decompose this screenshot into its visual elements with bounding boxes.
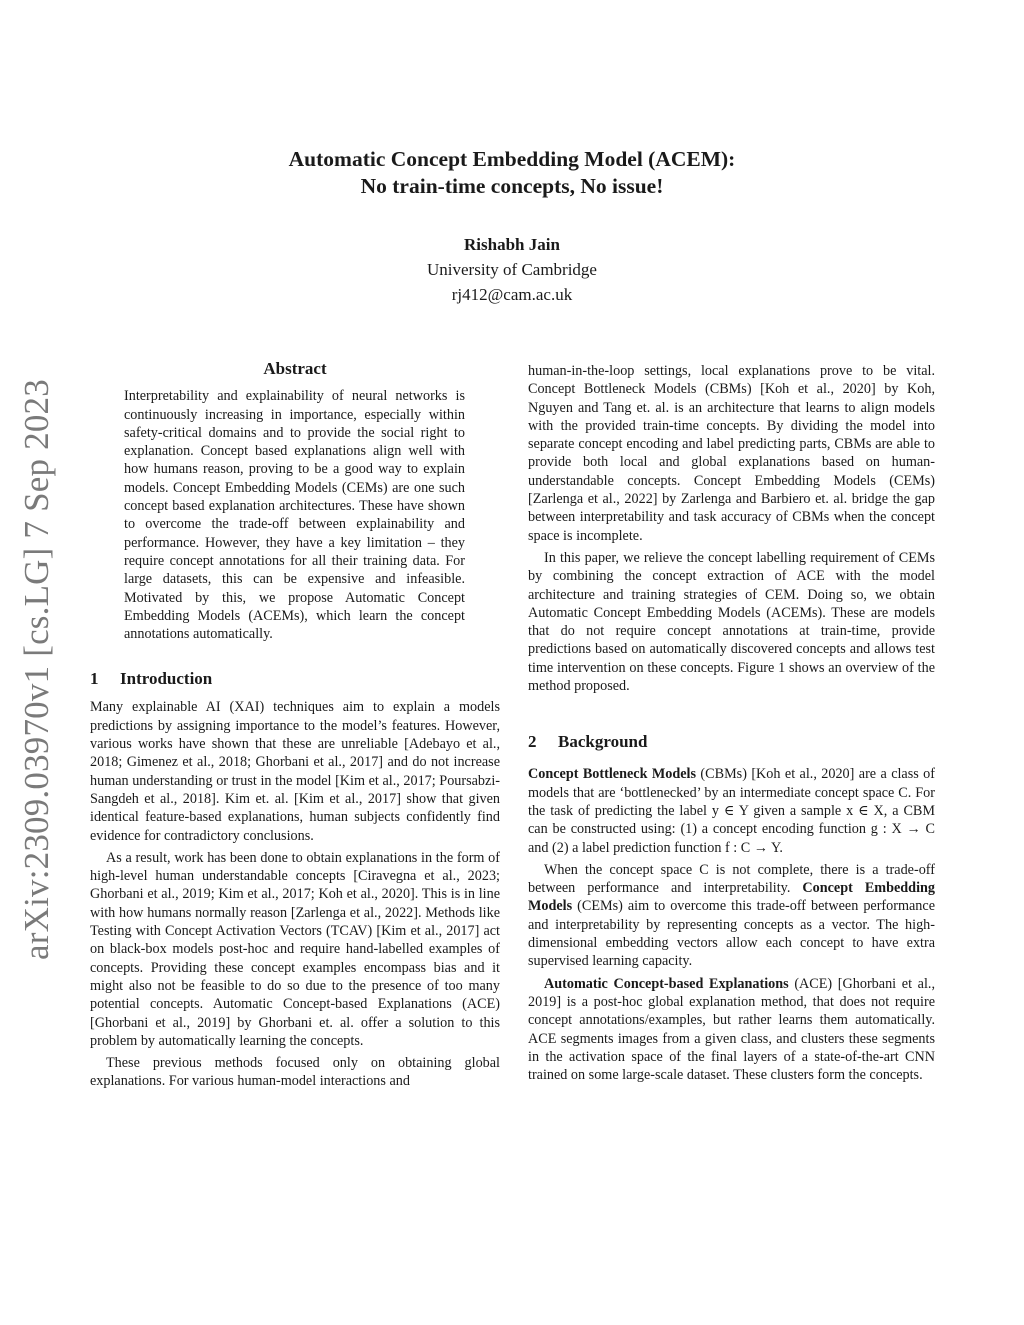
abstract-heading: Abstract bbox=[263, 359, 327, 378]
cem-paragraph bbox=[528, 861, 935, 971]
left-column bbox=[90, 360, 500, 1095]
author-affiliation: University of Cambridge bbox=[427, 260, 597, 279]
author-name: Rishabh Jain bbox=[464, 235, 560, 254]
cbm-runin: Concept Bottleneck Models bbox=[528, 766, 697, 783]
right-paragraph-2: In this paper, we relieve the concept labelling requirement of CEMs by combining the concept extraction of ACE with the model architecture and training strategies of CEM. Doing so, we obtain Automatic Concept Embedding Models (ACEMs). These are models that do not require concept annotations at train-time, provide predictions based on automatically discovered concepts and allows test time intervention on these concepts. Figure 1 shows an overview of the method proposed. bbox=[528, 549, 935, 695]
author-email: rj412@cam.ac.uk bbox=[451, 285, 573, 304]
cem-post: (CEMs) aim to overcome this trade-off between performance and interpretability by representing concepts as a vector. The high-dimensional embedding vectors allow each concept to have extra supervised learning capacity. bbox=[528, 898, 935, 970]
cbm-paragraph bbox=[528, 765, 935, 856]
right-column bbox=[528, 362, 935, 1088]
ace-paragraph bbox=[528, 975, 935, 1085]
section-number: 2 bbox=[528, 732, 537, 752]
cem-pre: When the concept space C is not complete, there is a trade-off between performance and interpretability. bbox=[528, 861, 935, 897]
section-title: Introduction bbox=[120, 669, 213, 689]
arxiv-identifier: arXiv:2309.03970v1 [cs.LG] 7 Sep 2023 bbox=[17, 379, 56, 960]
intro-paragraph-3: These previous methods focused only on obtaining global explanations. For various human-model interactions and bbox=[90, 1055, 500, 1090]
introduction-heading bbox=[90, 668, 500, 690]
section-title: Background bbox=[558, 732, 648, 752]
section-number: 1 bbox=[90, 669, 99, 689]
abstract-text: Interpretability and explainability of neural networks is continuously increasing in importance, especially within safety-critical domains and to provide the social right to explanation. Concept based explanations align well with how humans reason, proving to be a good way to explain models. Concept Embedding Models (CEMs) are one such concept based explanation architectures. These have shown to overcome the trade-off between explainability and performance. However, they have a key limitation – they require concept annotations for all their training data. For large datasets, this can be expensive and infeasible. Motivated by this, we propose Automatic Concept Embedding Models (ACEMs), which learn the concept annotations automatically. bbox=[124, 388, 465, 643]
author-block bbox=[0, 232, 1024, 307]
background-heading bbox=[528, 731, 935, 753]
paper-title bbox=[0, 146, 1024, 200]
intro-paragraph-1: Many explainable AI (XAI) techniques aim to explain a models predictions by assigning importance to the model’s features. However, various works have shown that these are unreliable [Adebayo et al., 2018; Gimenez et al., 2018; Ghorbani et al., 2017] and do not increase human understanding or trust in the model [Kim et al., 2017; Poursabzi-Sangdeh et al., 2018]. Kim et. al. [Kim et al., 2017] show that given identical feature-based explanations, human subjects confidently find evidence for contradictory conclusions. bbox=[90, 699, 500, 844]
cbm-text: (CBMs) [Koh et al., 2020] are a class of models that are ‘bottlenecked’ by an intermediate concept space C. For the task of predicting the label y ∈ Y given a sample x ∈ X, a CBM can be constructed using: (1) a concept encoding function g : X → C and (2) a label prediction function f : C → Y. bbox=[528, 766, 935, 856]
cem-runin: Concept Embedding Models bbox=[528, 880, 935, 915]
intro-paragraph-2: As a result, work has been done to obtain explanations in the form of high-level human understandable concepts [Ciravegna et al., 2023; Ghorbani et al., 2019; Kim et al., 2017; Koh et al., 2020]. This is in line with how humans normally reason [Zarlenga et al., 2022]. Methods like Testing with Concept Activation Vectors (TCAV) [Kim et al., 2017] act on black-box models post-hoc and require hand-labelled examples of concepts. Providing these concept examples encompass bias and it might also not be feasible to do so due to the presence of too many potential concepts. Automatic Concept-based Explanations (ACE) [Ghorbani et al., 2019] by Ghorbani et. al. offer a solution to this problem by automatically learning the concepts. bbox=[90, 849, 500, 1049]
right-paragraph-1: human-in-the-loop settings, local explanations prove to be vital. Concept Bottleneck Models (CBMs) [Koh et al., 2020] by Koh, Nguyen and Tang et. al. is an architecture that learns to align models with the provided train-time concepts. By dividing the model into separate concept encoding and label predicting parts, CBMs are able to provide both local and global explanations based on human-understandable concepts. Concept Embedding Models (CEMs) [Zarlenga et al., 2022] by Zarlenga and Barbiero et. al. bridge the gap between interpretability and task accuracy of CBMs when the concept space is incomplete. bbox=[528, 363, 935, 544]
title-line-1: Automatic Concept Embedding Model (ACEM): bbox=[288, 147, 736, 171]
title-line-2: No train-time concepts, No issue! bbox=[360, 174, 664, 198]
ace-runin: Automatic Concept-based Explanations bbox=[544, 975, 789, 992]
ace-text: (ACE) [Ghorbani et al., 2019] is a post-hoc global explanation method, that does not require concept annotations/examples, but rather learns them automatically. ACE segments images from a given class, and clusters these segments in the activation space of the final layers of a state-of-the-art CNN trained on some large-scale dataset. These clusters form the concepts. bbox=[528, 975, 935, 1084]
